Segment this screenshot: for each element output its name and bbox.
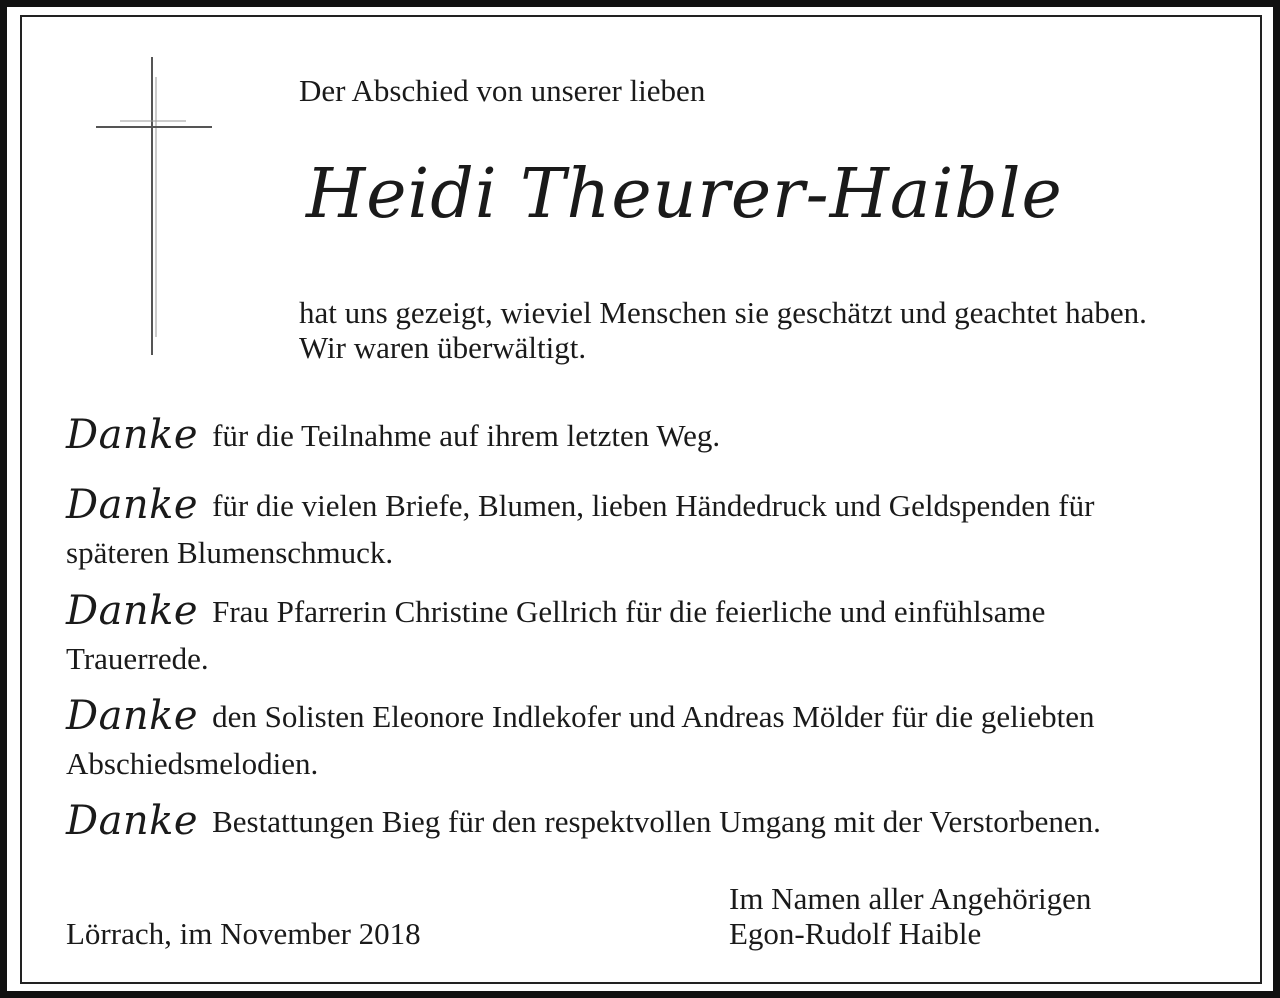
intro-text: Der Abschied von unserer lieben [299, 73, 706, 108]
thanks-line-5 [66, 798, 1101, 844]
thanks-word: Danke [66, 798, 199, 844]
thanks-text: Bestattungen Bieg für den respektvollen Umgang mit der Verstorbenen. [212, 804, 1101, 839]
thanks-word: Danke [66, 412, 199, 458]
cross-icon [94, 55, 214, 357]
thanks-continuation: Abschiedsmelodien. [66, 746, 319, 781]
thanks-word: Danke [66, 693, 199, 739]
signature-line-1: Im Namen aller Angehörigen [729, 881, 1092, 916]
thanks-text: für die vielen Briefe, Blumen, lieben Händedruck und Geldspenden für [212, 488, 1095, 523]
thanks-text: Frau Pfarrerin Christine Gellrich für die feierliche und einfühlsame [212, 594, 1046, 629]
thanks-line-3 [66, 588, 1046, 634]
thanks-text: den Solisten Eleonore Indlekofer und Andreas Mölder für die geliebten [212, 699, 1095, 734]
thanks-line-2 [66, 482, 1095, 528]
thanks-text: für die Teilnahme auf ihrem letzten Weg. [212, 418, 721, 453]
message-line-2: Wir waren überwältigt. [299, 330, 587, 365]
thanks-word: Danke [66, 588, 199, 634]
message-line-1: hat uns gezeigt, wieviel Menschen sie geschätzt und geachtet haben. [299, 295, 1147, 330]
thanks-line-1 [66, 412, 721, 458]
thanks-continuation: späteren Blumenschmuck. [66, 535, 394, 570]
thanks-continuation: Trauerrede. [66, 641, 209, 676]
place-date: Lörrach, im November 2018 [66, 916, 421, 951]
thanks-word: Danke [66, 482, 199, 528]
deceased-name: Heidi Theurer-Haible [306, 155, 1063, 234]
thanks-line-4 [66, 693, 1095, 739]
signature-name: Egon-Rudolf Haible [729, 916, 982, 951]
